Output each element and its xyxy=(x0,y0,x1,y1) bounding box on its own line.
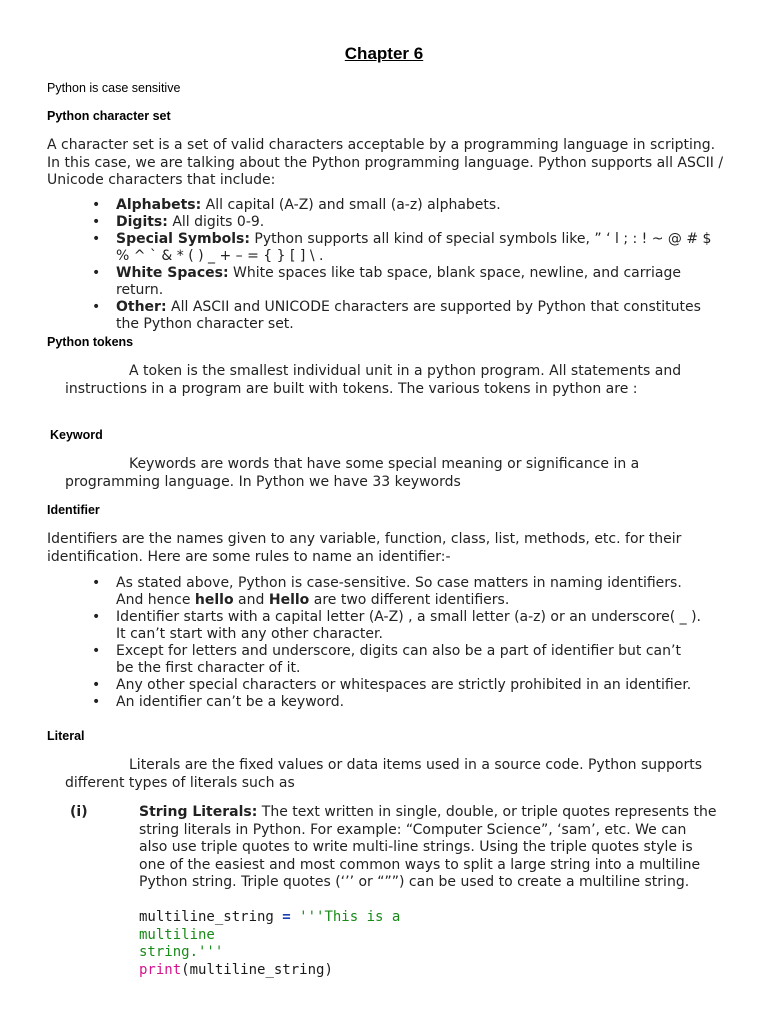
keyword-heading: Keyword xyxy=(50,428,103,442)
charset-heading: Python character set xyxy=(47,109,171,123)
identifier-heading: Identifier xyxy=(47,503,100,517)
list-item: • An identifier can’t be a keyword. xyxy=(116,694,701,711)
tokens-paragraph: A token is the smallest individual unit in a python program. All statements and instructions in a program are built with tokens. The various tokens in python are : xyxy=(65,363,682,397)
code-line: multiline_string = '''This is a xyxy=(139,909,401,925)
list-item: • Except for letters and underscore, digits can also be a part of identifier but can’t be the first character of it. xyxy=(116,643,701,677)
literal-sub-label: (i) xyxy=(70,804,88,820)
list-item: • Special Symbols: Python supports all kind of special symbols like, ” ‘ l ; : ! ~ @ # $ % ^ ` & * ( ) _ + – = { } [ ] \ . xyxy=(116,231,726,265)
tokens-heading: Python tokens xyxy=(47,335,134,349)
case-note: Python is case sensitive xyxy=(47,81,181,95)
list-item: • Identifier starts with a capital letter (A-Z) , a small letter (a-z) or an underscore( _ ). It can’t start with any other character. xyxy=(116,609,701,643)
literal-paragraph: Literals are the fixed values or data items used in a source code. Python supports different types of literals such as xyxy=(65,757,703,791)
literal-heading: Literal xyxy=(47,729,85,743)
list-item: • Other: All ASCII and UNICODE characters are supported by Python that constitutes the Python character set. xyxy=(116,299,726,333)
charset-paragraph: A character set is a set of valid characters acceptable by a programming language in scripting. In this case, we are talking about the Python programming language. Python supports all ASCII / Unicode characters that include: xyxy=(47,137,724,188)
keyword-paragraph: Keywords are words that have some special meaning or significance in a programming language. In Python we have 33 keywords xyxy=(65,456,640,490)
code-line: multiline xyxy=(139,926,215,943)
code-line: print(multiline_string) xyxy=(139,961,333,978)
identifier-paragraph: Identifiers are the names given to any variable, function, class, list, methods, etc. for their identification. Here are some rules to name an identifier:- xyxy=(47,531,682,565)
charset-list xyxy=(116,197,726,333)
page-title: Chapter 6 xyxy=(344,44,424,63)
list-item: • Alphabets: All capital (A-Z) and small (a-z) alphabets. xyxy=(116,197,726,214)
string-literals-paragraph: String Literals: The text written in single, double, or triple quotes represents the string literals in Python. For example: “Computer Science”, ‘sam’, etc. We can also use triple quotes to write multi-line strings. Using the triple quotes style is one of the easiest and most common ways to split a large string into a multiline Python string. Triple quotes (‘’’ or “””) can be used to create a multiline string. xyxy=(139,804,717,890)
list-item: • Any other special characters or whitespaces are strictly prohibited in an identifier. xyxy=(116,677,701,694)
list-item: • Digits: All digits 0-9. xyxy=(116,214,726,231)
identifier-rules-list xyxy=(116,575,701,711)
code-line: string.''' xyxy=(139,944,224,960)
list-item: • As stated above, Python is case-sensitive. So case matters in naming identifiers. And hence hello and Hello are two different identifiers. xyxy=(116,575,701,609)
list-item: • White Spaces: White spaces like tab space, blank space, newline, and carriage return. xyxy=(116,265,726,299)
code-block xyxy=(139,909,699,979)
